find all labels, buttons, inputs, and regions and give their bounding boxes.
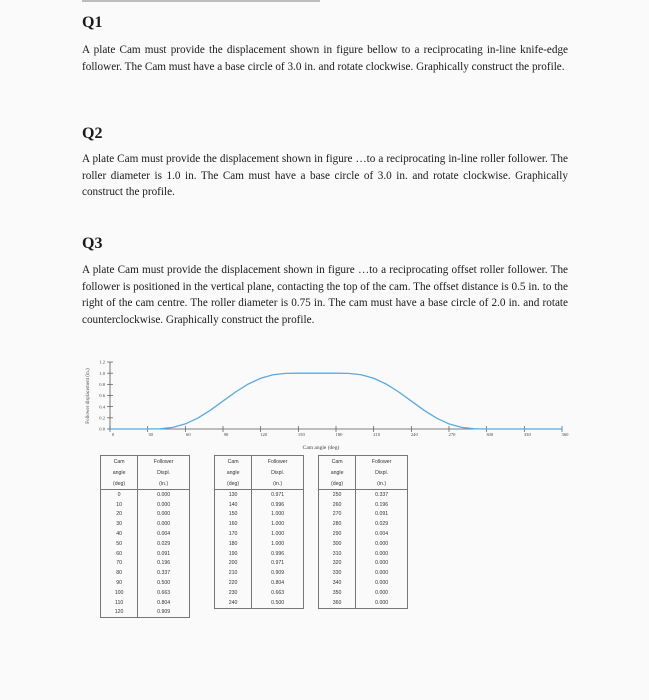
follower-displ-cell: 0.004 (138, 529, 190, 539)
cam-angle-cell: 350 (319, 588, 356, 598)
cam-angle-cell: 190 (215, 549, 252, 559)
header-in: (in.) (252, 478, 304, 490)
table-row (101, 578, 190, 588)
cam-angle-cell: 70 (101, 559, 138, 569)
cam-table-2 (214, 455, 304, 609)
cam-angle-cell: 300 (319, 539, 356, 549)
table-row (319, 510, 408, 520)
cam-table-3 (318, 455, 408, 609)
follower-displ-cell: 0.996 (252, 549, 304, 559)
cam-table-1 (100, 455, 190, 618)
header-follower: Follower (138, 456, 190, 468)
cam-angle-cell: 260 (319, 500, 356, 510)
follower-displ-cell: 0.000 (356, 559, 408, 569)
table-row (319, 519, 408, 529)
table-row (101, 539, 190, 549)
y-tick-label: 0.4 (99, 404, 105, 410)
follower-displ-cell: 0.971 (252, 490, 304, 500)
header-angle: angle (101, 467, 138, 478)
follower-displ-cell: 0.000 (138, 500, 190, 510)
follower-displ-cell: 0.500 (138, 578, 190, 588)
table-row (319, 568, 408, 578)
cam-angle-cell: 0 (101, 490, 138, 500)
follower-displ-cell: 0.996 (252, 500, 304, 510)
table-row (215, 578, 304, 588)
cam-angle-cell: 360 (319, 598, 356, 608)
cam-angle-cell: 80 (101, 568, 138, 578)
header-follower: Follower (356, 456, 408, 468)
table-row (215, 490, 304, 500)
table-row (319, 490, 408, 500)
top-divider (82, 0, 320, 2)
follower-displ-cell: 0.663 (138, 588, 190, 598)
cam-angle-cell: 100 (101, 588, 138, 598)
cam-angle-cell: 270 (319, 510, 356, 520)
x-tick-label: 270 (448, 432, 456, 437)
cam-angle-cell: 160 (215, 519, 252, 529)
header-follower: Follower (252, 456, 304, 468)
table-row (319, 588, 408, 598)
cam-angle-cell: 170 (215, 529, 252, 539)
question-1-title: Q1 (82, 14, 103, 31)
cam-angle-cell: 240 (215, 598, 252, 608)
follower-displ-cell: 0.000 (356, 588, 408, 598)
header-angle: angle (319, 467, 356, 478)
header-in: (in.) (138, 478, 190, 490)
table-row (215, 510, 304, 520)
follower-displ-cell: 1.000 (252, 510, 304, 520)
follower-displ-cell: 0.029 (138, 539, 190, 549)
x-tick-label: 0 (111, 432, 115, 437)
table-row (319, 500, 408, 510)
table-row (215, 588, 304, 598)
table-row (319, 598, 408, 608)
follower-displ-cell: 1.000 (252, 519, 304, 529)
cam-angle-cell: 140 (215, 500, 252, 510)
table-row (101, 490, 190, 500)
follower-displ-cell: 0.000 (138, 490, 190, 500)
follower-displ-cell: 0.091 (356, 510, 408, 520)
cam-angle-cell: 150 (215, 510, 252, 520)
header-cam: Cam (101, 456, 138, 468)
table-row (319, 549, 408, 559)
header-cam: Cam (319, 456, 356, 468)
follower-displ-cell: 0.337 (356, 490, 408, 500)
header-angle: angle (215, 467, 252, 478)
follower-displ-cell: 0.804 (252, 578, 304, 588)
follower-displ-cell: 0.004 (356, 529, 408, 539)
cam-angle-cell: 10 (101, 500, 138, 510)
table-row (215, 559, 304, 569)
x-axis-label: Cam angle (deg) (302, 445, 340, 451)
table-row (101, 549, 190, 559)
header-cam: Cam (215, 456, 252, 468)
follower-displ-cell: 0.196 (356, 500, 408, 510)
x-tick-label: 360 (561, 432, 569, 437)
cam-angle-cell: 330 (319, 568, 356, 578)
table-row (319, 559, 408, 569)
cam-angle-cell: 290 (319, 529, 356, 539)
table-row (215, 549, 304, 559)
x-tick-label: 30 (148, 432, 153, 437)
x-tick-label: 90 (223, 432, 229, 437)
follower-displ-cell: 0.000 (356, 598, 408, 608)
header-displ: Displ. (138, 467, 190, 478)
follower-displ-cell: 0.000 (356, 568, 408, 578)
table-row (319, 529, 408, 539)
table-row (101, 598, 190, 608)
table-row (101, 510, 190, 520)
table-row (101, 559, 190, 569)
cam-angle-cell: 90 (101, 578, 138, 588)
table-row (215, 519, 304, 529)
cam-angle-cell: 30 (101, 519, 138, 529)
header-displ: Displ. (252, 467, 304, 478)
question-2-title: Q2 (82, 125, 103, 142)
header-displ: Displ. (356, 467, 408, 478)
cam-angle-cell: 310 (319, 549, 356, 559)
cam-angle-cell: 130 (215, 490, 252, 500)
cam-angle-cell: 60 (101, 549, 138, 559)
cam-angle-cell: 320 (319, 559, 356, 569)
cam-angle-cell: 280 (319, 519, 356, 529)
question-1-text: A plate Cam must provide the displacement shown in figure bellow to a reciprocating in-line knife-edge follower. The Cam must have a base circle of 3.0 in. and rotate clockwise. Graphically construct the profile. (82, 44, 568, 73)
y-tick-label: 1.2 (99, 359, 105, 365)
cam-angle-cell: 200 (215, 559, 252, 569)
x-tick-label: 120 (260, 432, 268, 437)
table-row (319, 539, 408, 549)
cam-angle-cell: 50 (101, 539, 138, 549)
table-row (101, 500, 190, 510)
question-3-title: Q3 (82, 235, 103, 252)
cam-angle-cell: 110 (101, 598, 138, 608)
y-tick-label: 1.0 (99, 370, 105, 376)
cam-angle-cell: 250 (319, 490, 356, 500)
follower-displ-cell: 0.000 (356, 578, 408, 588)
header-in: (in.) (356, 478, 408, 490)
x-tick-label: 60 (186, 432, 191, 437)
x-tick-label: 180 (335, 432, 343, 437)
cam-angle-cell: 180 (215, 539, 252, 549)
table-row (215, 539, 304, 549)
question-3-text: A plate Cam must provide the displacement shown in figure …to a reciprocating offset roller follower. The follower is positioned in the vertical plane, contacting the top of the cam. The offset distance is 0.5 in. to the right of the cam centre. The roller diameter is 0.75 in. The cam must have a base circle of 2.0 in. and rotate counterclockwise. Graphically construct the profile. (82, 264, 568, 326)
x-tick-label: 150 (297, 432, 305, 437)
follower-displ-cell: 0.909 (138, 608, 190, 618)
table-row (215, 598, 304, 608)
y-tick-label: 0.6 (99, 393, 105, 399)
table-row (101, 519, 190, 529)
follower-displ-cell: 0.196 (138, 559, 190, 569)
table-row (101, 608, 190, 618)
cam-angle-cell: 40 (101, 529, 138, 539)
follower-displ-cell: 0.663 (252, 588, 304, 598)
header-deg: (deg) (101, 478, 138, 490)
y-tick-label: 0.2 (99, 415, 105, 421)
table-row (215, 500, 304, 510)
cam-angle-cell: 340 (319, 578, 356, 588)
follower-displ-cell: 0.029 (356, 519, 408, 529)
cam-angle-cell: 230 (215, 588, 252, 598)
x-tick-label: 300 (486, 432, 494, 437)
y-tick-label: 0.8 (99, 381, 105, 387)
follower-displ-cell: 1.000 (252, 539, 304, 549)
table-row (319, 578, 408, 588)
table-row (215, 568, 304, 578)
follower-displ-cell: 0.971 (252, 559, 304, 569)
x-tick-label: 330 (523, 432, 531, 437)
table-row (101, 529, 190, 539)
follower-displ-cell: 0.000 (356, 549, 408, 559)
y-axis-label: Follower displacement (in.) (86, 368, 91, 424)
follower-displ-cell: 0.000 (356, 539, 408, 549)
table-row (101, 568, 190, 578)
table-row (215, 529, 304, 539)
follower-displ-cell: 0.337 (138, 568, 190, 578)
cam-angle-cell: 220 (215, 578, 252, 588)
cam-angle-cell: 210 (215, 568, 252, 578)
follower-displ-cell: 0.000 (138, 510, 190, 520)
follower-displ-cell: 1.000 (252, 529, 304, 539)
x-tick-label: 240 (410, 432, 418, 437)
follower-displ-cell: 0.804 (138, 598, 190, 608)
cam-angle-cell: 120 (101, 608, 138, 618)
header-deg: (deg) (215, 478, 252, 490)
follower-displ-cell: 0.500 (252, 598, 304, 608)
x-tick-label: 210 (373, 432, 381, 437)
follower-displ-cell: 0.000 (138, 519, 190, 529)
displacement-chart (80, 356, 580, 451)
table-row (101, 588, 190, 598)
cam-angle-cell: 20 (101, 510, 138, 520)
header-deg: (deg) (319, 478, 356, 490)
follower-displ-cell: 0.909 (252, 568, 304, 578)
displacement-curve (110, 373, 562, 429)
y-tick-label: 0.0 (99, 426, 105, 432)
question-2-text: A plate Cam must provide the displacement shown in figure …to a reciprocating in-line roller follower. The roller diameter is 1.0 in. The Cam must have a base circle of 3.0 in. and rotate clockwise. Graphically construct the profile. (82, 153, 568, 198)
follower-displ-cell: 0.091 (138, 549, 190, 559)
